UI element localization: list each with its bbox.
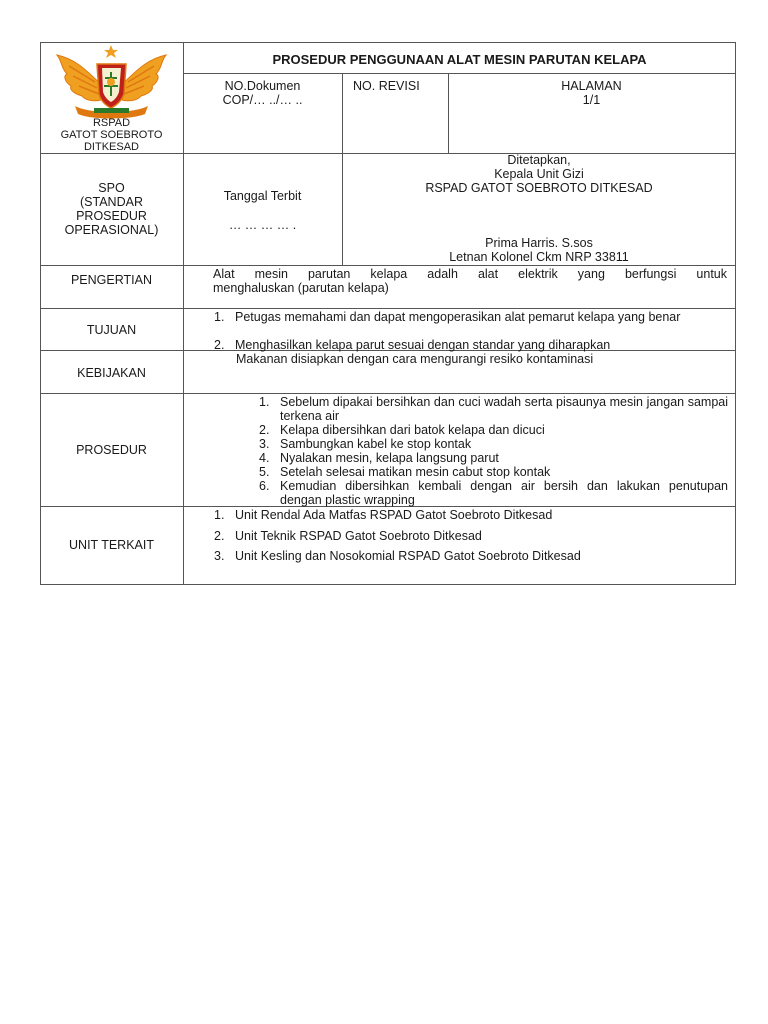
spo-label-line1: SPO (98, 181, 125, 195)
prosedur-step-number: 3. (259, 437, 270, 451)
tujuan-item-text: Petugas memahami dan dapat mengoperasikan alat pemarut kelapa yang benar (235, 310, 681, 324)
kebijakan-text: Makanan disiapkan dengan cara mengurangi resiko kontaminasi (236, 352, 594, 366)
unit-terkait-text: Unit Teknik RSPAD Gatot Soebroto Ditkesad (235, 529, 482, 543)
document-number-label: NO.Dokumen (224, 79, 301, 93)
kebijakan-label: KEBIJAKAN (77, 366, 146, 380)
page-value: 1/1 (582, 93, 601, 107)
spo-label-line4: OPERASIONAL) (64, 223, 159, 237)
pengertian-text-line1: Alat mesin parutan kelapa adalh alat elektrik yang berfungsi untuk (213, 267, 727, 281)
approval-line3: RSPAD GATOT SOEBROTO DITKESAD (425, 181, 653, 195)
prosedur-step (259, 423, 728, 437)
prosedur-step (259, 437, 728, 451)
unit-terkait-item (214, 529, 728, 543)
approval-line2: Kepala Unit Gizi (494, 167, 584, 181)
prosedur-step (259, 395, 728, 423)
signer-rank: Letnan Kolonel Ckm NRP 33811 (449, 250, 629, 264)
tujuan-item-number: 1. (214, 310, 225, 324)
unit-terkait-number: 1. (214, 508, 225, 522)
pengertian-text-line2: menghaluskan (parutan kelapa) (213, 281, 389, 295)
prosedur-label: PROSEDUR (76, 443, 147, 457)
prosedur-step-number: 5. (259, 465, 270, 479)
unit-terkait-item (214, 549, 728, 563)
prosedur-step-number: 6. (259, 479, 270, 493)
signer-name: Prima Harris. S.sos (485, 236, 593, 250)
page-label: HALAMAN (561, 79, 622, 93)
prosedur-step (259, 479, 728, 507)
org-name-line2: GATOT SOEBROTO (60, 129, 163, 141)
unit-terkait-number: 3. (214, 549, 225, 563)
tujuan-item (214, 338, 728, 352)
unit-terkait-text: Unit Kesling dan Nosokomial RSPAD Gatot Soebroto Ditkesad (235, 549, 581, 563)
prosedur-step-number: 1. (259, 395, 270, 409)
document-title: PROSEDUR PENGGUNAAN ALAT MESIN PARUTAN KELAPA (272, 52, 647, 67)
spo-label-line2: (STANDAR (80, 195, 143, 209)
issue-date-value: … … … … . (228, 218, 297, 232)
tujuan-label: TUJUAN (86, 323, 137, 337)
prosedur-step (259, 451, 728, 465)
pengertian-label: PENGERTIAN (70, 273, 153, 287)
tujuan-item-number: 2. (214, 338, 225, 352)
prosedur-step-number: 4. (259, 451, 270, 465)
prosedur-step-text: Nyalakan mesin, kelapa langsung parut (280, 451, 499, 465)
prosedur-step-text: Sambungkan kabel ke stop kontak (280, 437, 472, 451)
tujuan-item (214, 310, 728, 338)
spo-label-line3: PROSEDUR (76, 209, 147, 223)
prosedur-step-text: Kemudian dibersihkan kembali dengan air bersih dan lakukan penutupan dengan plastic wrapping (280, 479, 728, 507)
prosedur-step (259, 465, 728, 479)
org-name-line3: DITKESAD (83, 141, 139, 153)
prosedur-step-text: Sebelum dipakai bersihkan dan cuci wadah serta pisaunya mesin jangan sampai terkena air (280, 395, 728, 423)
unit-terkait-item (214, 508, 728, 522)
unit-terkait-label: UNIT TERKAIT (69, 538, 154, 552)
prosedur-step-text: Kelapa dibersihkan dari batok kelapa dan dicuci (280, 423, 545, 437)
revision-label: NO. REVISI (353, 79, 420, 93)
unit-terkait-number: 2. (214, 529, 225, 543)
document-number-value: COP/… ../… .. (222, 93, 303, 107)
rspad-emblem (45, 44, 178, 120)
spo-document (40, 42, 736, 585)
prosedur-step-text: Setelah selesai matikan mesin cabut stop kontak (280, 465, 551, 479)
issue-date-label: Tanggal Terbit (223, 189, 302, 203)
org-name-line1: RSPAD (92, 117, 131, 129)
prosedur-step-number: 2. (259, 423, 270, 437)
approval-line1: Ditetapkan, (507, 153, 571, 167)
tujuan-item-text: Menghasilkan kelapa parut sesuai dengan standar yang diharapkan (235, 338, 611, 352)
unit-terkait-text: Unit Rendal Ada Matfas RSPAD Gatot Soebroto Ditkesad (235, 508, 553, 522)
